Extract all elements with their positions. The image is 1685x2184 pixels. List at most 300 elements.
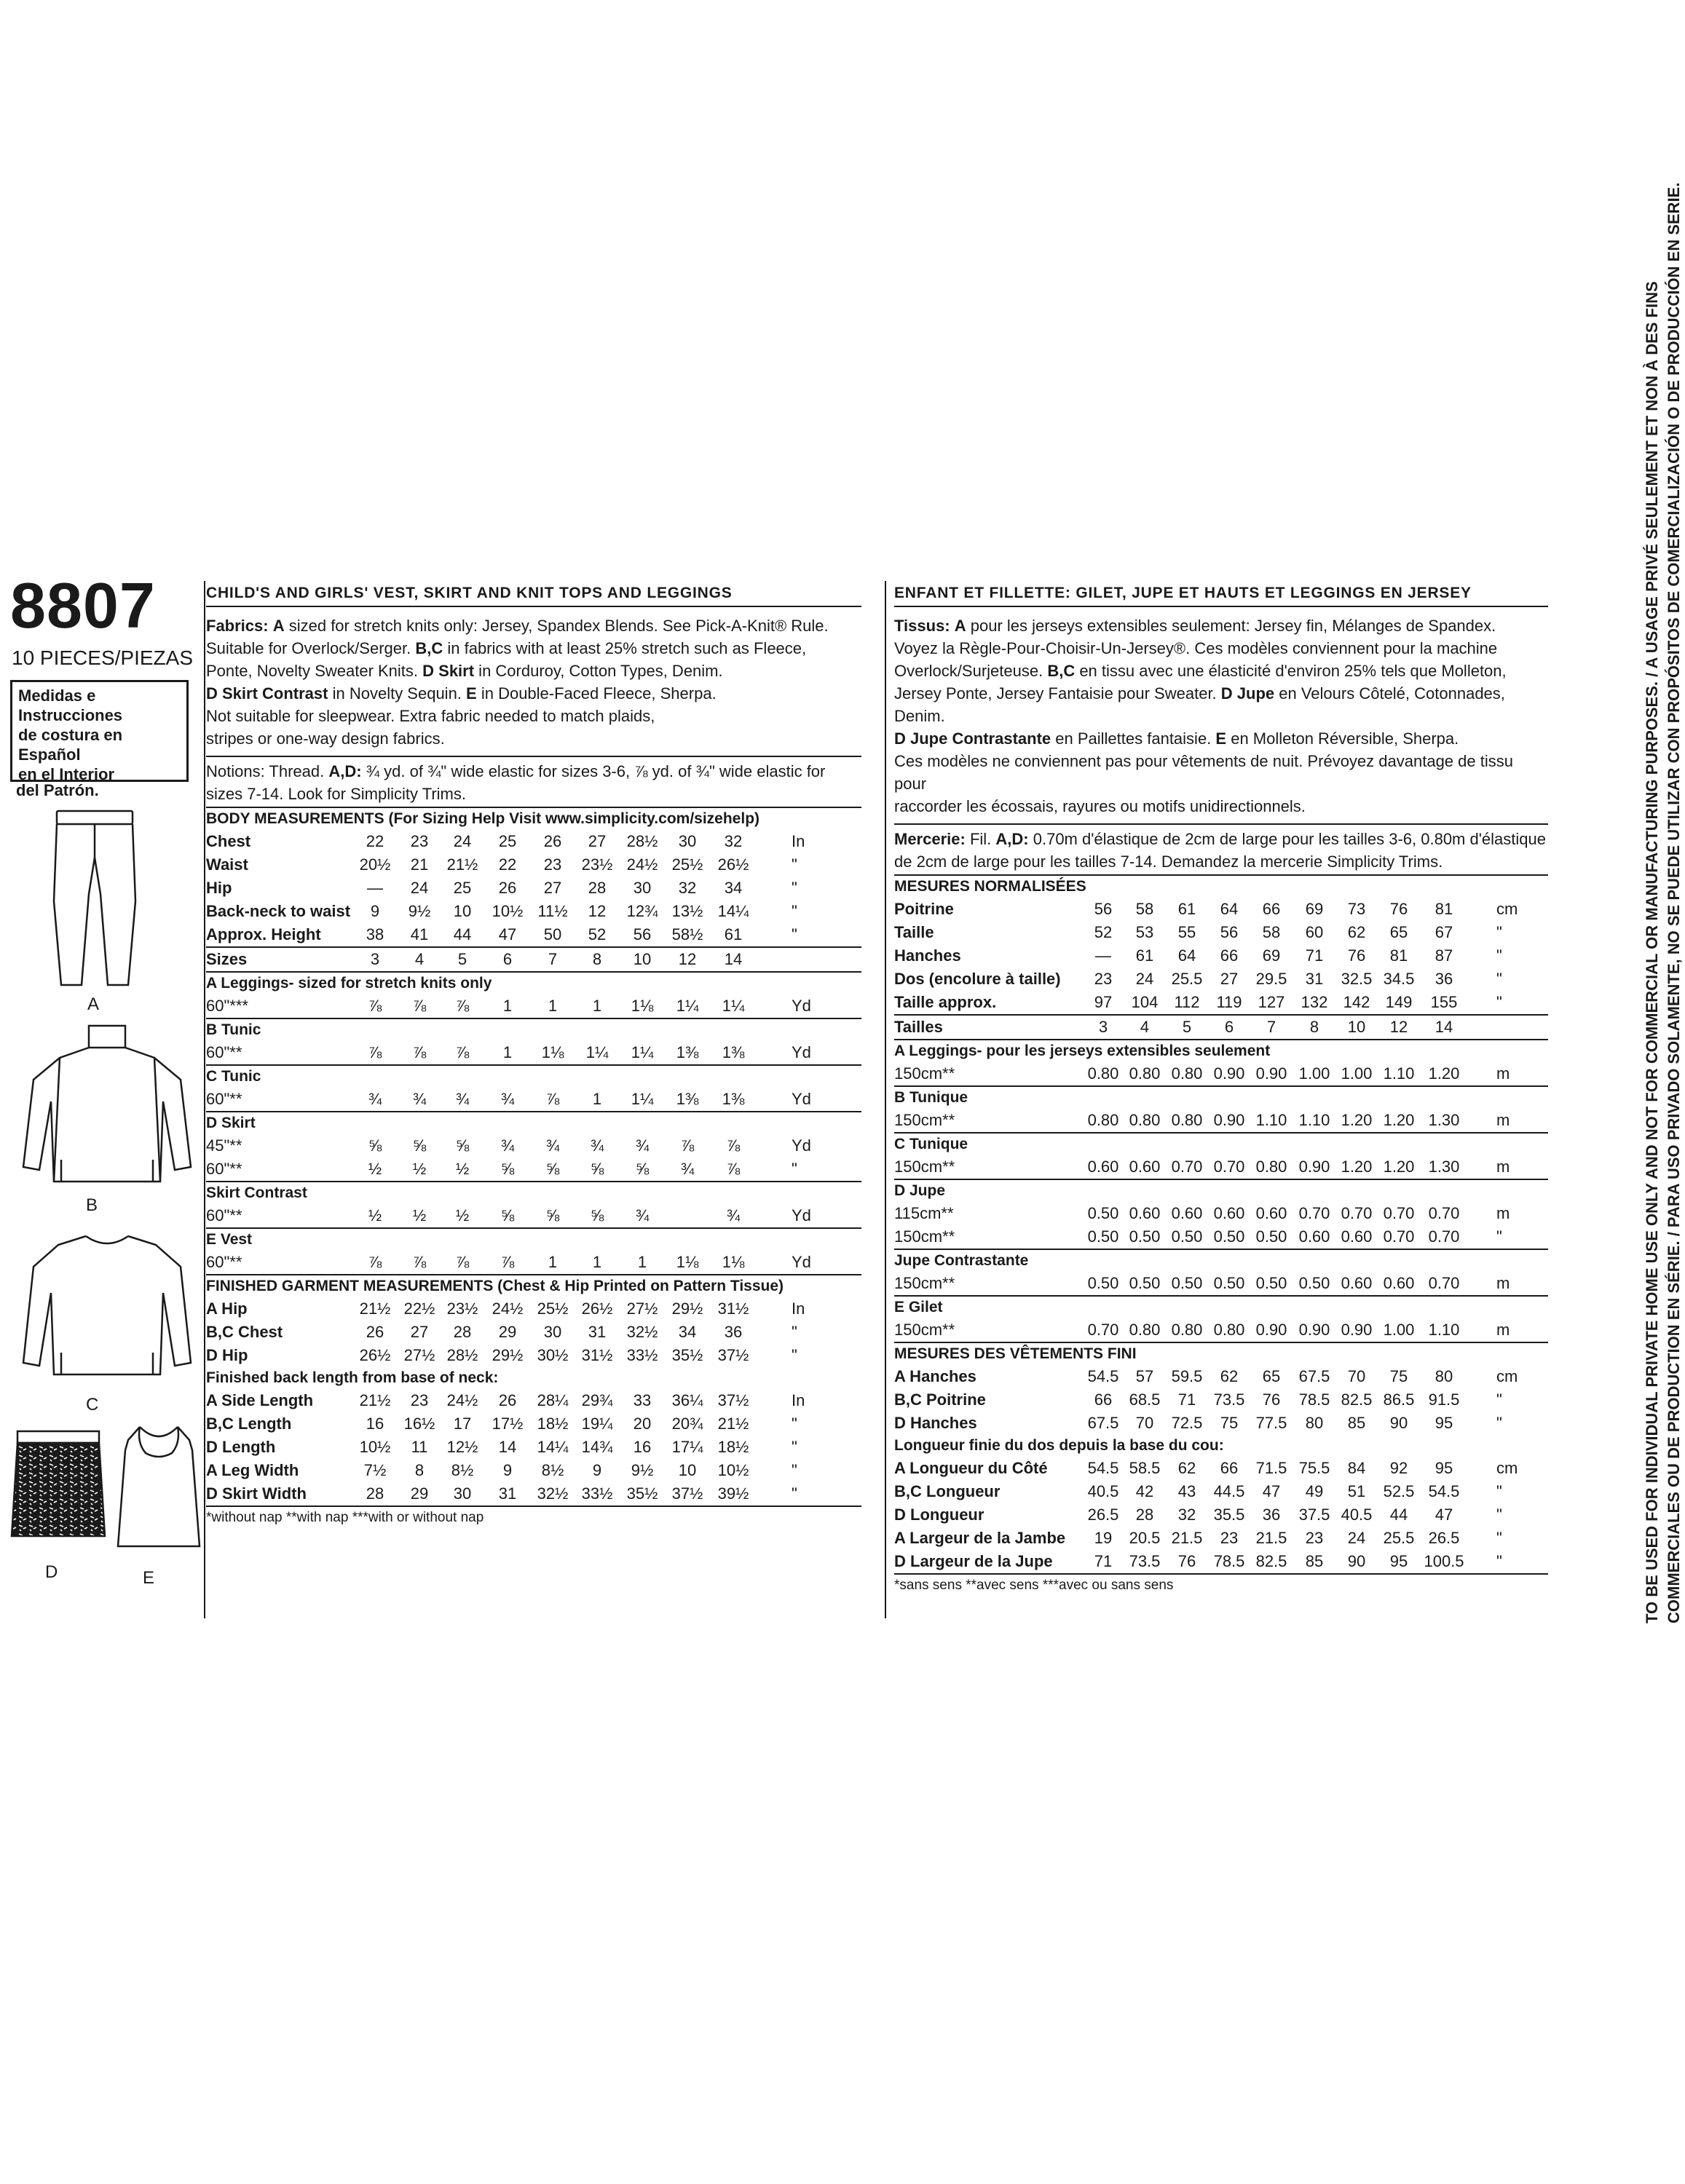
row-value: 9½ [408,902,431,920]
row-value: 1 [502,997,513,1015]
fabrics-line: Jersey Ponte, Jersey Fantaisie pour Sweater. D Jupe en Velours Côtelé, Cotonnades, Denim. [894,684,1505,725]
row-value: 32 [678,879,697,897]
row-value: 0.60 [1341,1274,1373,1292]
row-value: 36 [724,1323,743,1341]
row-value: 7 [548,950,558,968]
panel-title: ENFANT ET FILLETTE: GILET, JUPE ET HAUTS ET LEGGINGS EN JERSEY [894,581,1548,607]
row-value: 19 [1094,1529,1113,1547]
row-value: 16 [366,1415,384,1433]
row-unit: Yd [792,1043,811,1061]
row-value: 0.80 [1129,1111,1161,1129]
table-row [206,1204,861,1227]
row-value: 73.5 [1213,1390,1245,1409]
row-value: 66 [1220,946,1239,965]
row-value: 1⅛ [541,1043,564,1061]
view-a-leggings-illustration [36,807,153,992]
row-unit: " [792,855,797,874]
row-value: 1⅜ [676,1090,699,1108]
body-measurements-title: BODY MEASUREMENTS (For Sizing Help Visit www.simplicity.com/sizehelp) [206,810,760,827]
row-value: 95 [1389,1552,1408,1570]
row-value: 14¼ [537,1438,569,1456]
view-e-label: E [143,1568,155,1588]
table-row [894,1272,1548,1295]
finished-back-length-title: Longueur finie du dos depuis la base du cou: [894,1437,1224,1454]
row-value: 0.60 [1171,1204,1203,1222]
row-unit: cm [1496,1459,1518,1477]
row-value: 75 [1389,1367,1408,1385]
row-unit: " [792,1346,797,1364]
row-unit: Yd [792,1206,811,1224]
row-value: 38 [366,925,384,943]
row-label: 150cm** [894,1321,955,1339]
row-label: Hanches [894,946,961,965]
row-value: 9½ [631,1461,654,1479]
row-value: 24½ [626,855,658,874]
row-value: 1.10 [1383,1064,1415,1083]
row-value: ¾ [500,1090,515,1108]
row-label: 150cm** [894,1227,955,1246]
spanish-note-line: en el Interior [18,765,115,783]
row-label: 60"** [206,1206,242,1224]
row-label: A Side Length [206,1391,314,1409]
row-value: 1⅛ [631,997,654,1015]
french-panel [894,581,1548,1597]
row-value: 7½ [363,1461,387,1479]
row-value: 58 [1135,900,1154,918]
row-value: 90 [1389,1414,1408,1432]
row-value: 76 [1262,1390,1281,1409]
row-value: ⅞ [412,1043,427,1061]
row-value: 104 [1131,993,1159,1011]
table-row [206,1482,861,1506]
row-unit: " [792,1415,797,1433]
row-value: ½ [368,1160,382,1178]
row-value: 0.50 [1129,1274,1161,1292]
row-value: 0.90 [1298,1321,1330,1339]
row-value: 56 [1094,900,1113,918]
row-value: 76 [1389,900,1408,918]
row-value: 28½ [626,832,658,850]
row-unit: " [1496,1506,1502,1524]
row-value: 26.5 [1428,1529,1460,1547]
row-label: A Hip [206,1299,248,1318]
row-value: 0.60 [1341,1227,1373,1246]
row-value: 28 [1135,1506,1154,1524]
row-value: 0.90 [1298,1158,1330,1176]
row-value: 28 [453,1323,472,1341]
row-value: 28½ [446,1346,478,1364]
table-row [206,830,861,853]
row-value: 0.50 [1298,1274,1330,1292]
row-value: 0.90 [1213,1064,1245,1083]
row-value: 127 [1258,993,1285,1011]
row-value: 44 [1389,1506,1408,1524]
row-value: 77.5 [1255,1414,1287,1432]
row-unit: " [792,879,797,897]
row-value: 40.5 [1087,1482,1119,1500]
row-value: 23½ [581,855,613,874]
row-value: 82.5 [1341,1390,1373,1409]
row-label: Chest [206,832,251,850]
row-label: B,C Length [206,1415,292,1433]
fabrics-line: D Skirt Contrast in Novelty Sequin. E in Double-Faced Fleece, Sherpa. [206,684,717,703]
row-value: 10 [453,902,472,920]
row-value: 1.30 [1428,1158,1460,1176]
table-row [206,877,861,900]
row-unit: " [1496,1482,1502,1500]
spanish-instructions-note [10,680,189,782]
row-value: 0.50 [1171,1274,1203,1292]
row-value: 0.80 [1171,1321,1203,1339]
row-value: 1 [548,1253,558,1271]
row-value: ⅝ [500,1206,515,1224]
finished-measurements-title: MESURES DES VÊTEMENTS FINI [894,1345,1137,1362]
row-value: 65 [1262,1367,1281,1385]
row-value: 12 [588,902,607,920]
notions-paragraph [894,825,1548,874]
row-value: 0.90 [1255,1064,1287,1083]
row-value: 1.30 [1428,1111,1460,1129]
row-value: 10½ [717,1461,749,1479]
nap-footnote: *sans sens **avec sens ***avec ou sans sens [894,1578,1174,1593]
table-row [894,921,1548,944]
row-value: 23 [1220,1529,1239,1547]
row-value: 22 [498,855,517,874]
row-value: 31 [1305,970,1324,988]
row-unit: Yd [792,1253,811,1271]
row-value: 32½ [537,1484,569,1503]
row-value: 69 [1262,946,1281,965]
row-value: 8 [1309,1018,1319,1036]
table-row [206,948,861,971]
row-label: 45"** [206,1136,242,1155]
row-value: ¾ [680,1160,695,1178]
row-value: 6 [502,950,513,968]
row-value: ¾ [412,1090,427,1108]
row-value: 35.5 [1213,1506,1245,1524]
row-value: 81 [1389,946,1408,965]
pattern-number: 8807 [10,569,156,641]
view-yardage-title: A Leggings- sized for stretch knits only [206,975,492,992]
row-value: 67.5 [1298,1367,1330,1385]
row-value: 0.60 [1087,1158,1119,1176]
row-value: 54.5 [1087,1459,1119,1477]
view-yardage-title: C Tunic [206,1068,261,1085]
row-unit: " [792,1323,797,1341]
row-label: D Hanches [894,1414,977,1432]
body-measurements-title: MESURES NORMALISÉES [894,878,1086,895]
row-value: 30 [453,1484,472,1503]
row-value: 12¾ [626,902,658,920]
row-value: 76 [1177,1552,1196,1570]
row-value: 31 [588,1323,607,1341]
row-unit: cm [1496,900,1518,918]
row-value: 1.10 [1298,1111,1330,1129]
row-unit: " [792,1461,797,1479]
row-value: 21 [410,855,429,874]
row-value: 10 [633,950,652,968]
row-value: 27½ [626,1299,658,1318]
row-value: 1.00 [1383,1321,1415,1339]
row-value: 19¼ [581,1415,613,1433]
row-value: ½ [455,1206,470,1224]
row-value: 92 [1389,1459,1408,1477]
table-row [206,1088,861,1111]
row-value: 0.90 [1213,1111,1245,1129]
row-value: 0.80 [1087,1064,1119,1083]
row-value: 30½ [537,1346,569,1364]
row-value: 81 [1435,900,1453,918]
table-row [894,1503,1548,1527]
row-value: 29 [498,1323,517,1341]
row-label: D Hip [206,1346,248,1364]
row-value: 24 [1135,970,1154,988]
row-value: 10 [678,1461,697,1479]
row-value: 47 [498,925,517,943]
row-value: 0.50 [1213,1227,1245,1246]
row-value: 22 [366,832,384,850]
table-row [206,1459,861,1482]
row-value: 65 [1389,923,1408,941]
row-value: ¾ [590,1136,604,1155]
row-value: 0.50 [1087,1204,1119,1222]
row-value: 54.5 [1428,1482,1460,1500]
row-value: 61 [1135,946,1154,965]
row-value: 0.70 [1087,1321,1119,1339]
row-value: 28 [366,1484,384,1503]
table-row [894,1365,1548,1388]
row-value: 8 [414,1461,425,1479]
row-unit: m [1496,1064,1510,1083]
row-value: 17 [453,1415,472,1433]
row-value: 24½ [446,1391,478,1409]
row-value: 27 [1220,970,1239,988]
row-value: 1.10 [1428,1321,1460,1339]
notions-line: Notions: Thread. A,D: ¾ yd. of ¾" wide elastic for sizes 3-6, ⅞ yd. of ¾" wide elastic for [206,762,826,780]
row-label: D Length [206,1438,276,1456]
row-value: 14¾ [581,1438,613,1456]
row-unit: " [1496,1552,1502,1570]
row-value: 55 [1177,923,1196,941]
row-value: 70 [1135,1414,1154,1432]
view-yardage-title: E Vest [206,1231,253,1248]
row-value: 3 [1098,1018,1108,1036]
row-value: ⅞ [726,1160,741,1178]
row-value: 56 [633,925,652,943]
row-label: 150cm** [894,1158,955,1176]
row-value: 1 [502,1043,513,1061]
row-value: 32 [724,832,743,850]
row-value: 23 [543,855,562,874]
view-yardage-title: B Tunic [206,1021,261,1038]
row-value: 1¼ [722,997,745,1015]
fabrics-line: Ces modèles ne conviennent pas pour vêtements de nuit. Prévoyez davantage de tissu pour [894,752,1513,793]
row-value: 30 [543,1323,562,1341]
table-row [206,923,861,946]
row-value: 0.80 [1171,1111,1203,1129]
row-value: 64 [1220,900,1239,918]
table-row [894,1202,1548,1225]
row-value: 14 [1435,1018,1453,1036]
row-value: 23 [410,832,429,850]
row-value: 1.20 [1383,1158,1415,1176]
row-value: 26 [498,879,517,897]
row-value: 26½ [717,855,749,874]
row-value: 1¼ [631,1090,654,1108]
row-value: 14¼ [717,902,749,920]
view-a-label: A [87,994,100,1014]
row-value: 1.00 [1341,1064,1373,1083]
row-value: 13½ [671,902,703,920]
table-row [206,994,861,1018]
row-value: 21.5 [1255,1529,1287,1547]
row-value: 32½ [626,1323,658,1341]
row-value: 0.90 [1341,1321,1373,1339]
row-value: 70 [1347,1367,1366,1385]
row-value: 5 [457,950,467,968]
row-value: 71 [1177,1390,1196,1409]
row-value: 24 [410,879,429,897]
row-value: 33 [633,1391,652,1409]
row-value: 7 [1266,1018,1276,1036]
row-value: 1.20 [1341,1111,1373,1129]
row-value: 0.70 [1428,1227,1460,1246]
view-e-vest-illustration [108,1421,210,1556]
fabrics-line: stripes or one-way design fabrics. [206,729,445,748]
row-value: 0.50 [1087,1227,1119,1246]
row-value: 1.10 [1255,1111,1287,1129]
row-label: A Largeur de la Jambe [894,1529,1066,1547]
row-value: 37½ [671,1484,703,1503]
row-value: 59.5 [1171,1367,1203,1385]
row-label: 150cm** [894,1064,955,1083]
row-value: 9 [502,1461,513,1479]
row-value: 4 [414,950,425,968]
center-divider [885,581,886,1618]
row-unit: " [792,925,797,943]
row-value: 80 [1435,1367,1453,1385]
row-value: 0.70 [1383,1204,1415,1222]
table-row [894,1062,1548,1085]
row-value: 58 [1262,923,1281,941]
row-value: 25 [498,832,517,850]
row-value: ⅝ [455,1136,470,1155]
row-value: 34.5 [1383,970,1415,988]
row-value: 0.70 [1298,1204,1330,1222]
row-value: ⅝ [545,1160,560,1178]
row-value: 27 [410,1323,429,1341]
row-value: 12 [678,950,697,968]
row-value: 49 [1305,1482,1324,1500]
row-value: ⅞ [455,1253,470,1271]
row-value: 1.00 [1298,1064,1330,1083]
row-value: 22½ [403,1299,435,1318]
row-value: 18½ [717,1438,749,1456]
row-value: 66 [1220,1459,1239,1477]
table-row [206,900,861,923]
row-value: 6 [1224,1018,1234,1036]
row-value: 10 [1347,1018,1366,1036]
notions-line: de 2cm de large pour les tailles 7-14. Demandez la mercerie Simplicity Trims. [894,852,1443,871]
row-value: 71 [1094,1552,1113,1570]
row-value: 62 [1177,1459,1196,1477]
row-value: ⅞ [368,997,382,1015]
table-row [894,1388,1548,1412]
row-value: 52.5 [1383,1482,1415,1500]
row-value: 67 [1435,923,1453,941]
row-label: D Skirt Width [206,1484,307,1503]
row-unit: Yd [792,997,811,1015]
row-unit: Yd [792,1136,811,1155]
table-row [894,1225,1548,1249]
notions-line: sizes 7-14. Look for Simplicity Trims. [206,785,466,803]
view-yardage-title: D Jupe [894,1182,946,1199]
row-value: 69 [1305,900,1324,918]
view-d-skirt-illustration [7,1427,109,1547]
table-row [206,853,861,877]
row-value: ⅝ [635,1160,650,1178]
row-value: 11 [411,1438,428,1456]
row-unit: " [1496,1529,1502,1547]
row-value: 1⅜ [722,1090,745,1108]
row-value: 8 [592,950,602,968]
row-label: Taille [894,923,934,941]
row-value: 23 [1094,970,1113,988]
table-row [206,1251,861,1274]
row-value: 29¾ [581,1391,613,1409]
row-value: 27½ [403,1346,435,1364]
row-value: 1.20 [1428,1064,1460,1083]
row-value: 78.5 [1298,1390,1330,1409]
row-value: ¾ [455,1090,470,1108]
row-value: 0.70 [1383,1227,1415,1246]
row-value: 71 [1305,946,1324,965]
row-value: 0.50 [1255,1274,1287,1292]
row-value: 17¼ [671,1438,703,1456]
row-value: 34 [724,879,743,897]
spanish-note-tail: del Patrón. [16,781,99,799]
row-value: 51 [1347,1482,1366,1500]
row-unit: m [1496,1321,1510,1339]
row-value: 112 [1174,993,1200,1011]
table-row [894,944,1548,968]
row-value: ⅞ [412,997,427,1015]
spanish-note-line: de costura en Español [18,726,123,764]
row-value: 0.50 [1255,1227,1287,1246]
row-value: 1 [592,997,602,1015]
row-value: 36 [1262,1506,1281,1524]
row-value: 56 [1220,923,1239,941]
row-label: A Leg Width [206,1461,299,1479]
row-value: ¾ [635,1136,650,1155]
legal-notice [1641,182,1685,1623]
row-label: 60"** [206,1090,242,1108]
row-value: 1⅛ [722,1253,745,1271]
finished-back-length-title: Finished back length from base of neck: [206,1369,499,1386]
fabrics-line: Overlock/Surjeteuse. B,C en tissu avec une élasticité d'environ 25% tels que Molleton, [894,662,1507,680]
row-value: 14 [498,1438,517,1456]
row-value: 72.5 [1171,1414,1203,1432]
row-value: 25½ [671,855,703,874]
row-value: 0.70 [1428,1274,1460,1292]
row-value: 71.5 [1255,1459,1287,1477]
view-b-tunic-illustration [16,1021,198,1189]
row-value: 31½ [717,1299,749,1318]
row-label: Hip [206,879,232,897]
row-value: 84 [1347,1459,1366,1477]
row-value: 142 [1343,993,1370,1011]
english-panel [206,581,861,1529]
